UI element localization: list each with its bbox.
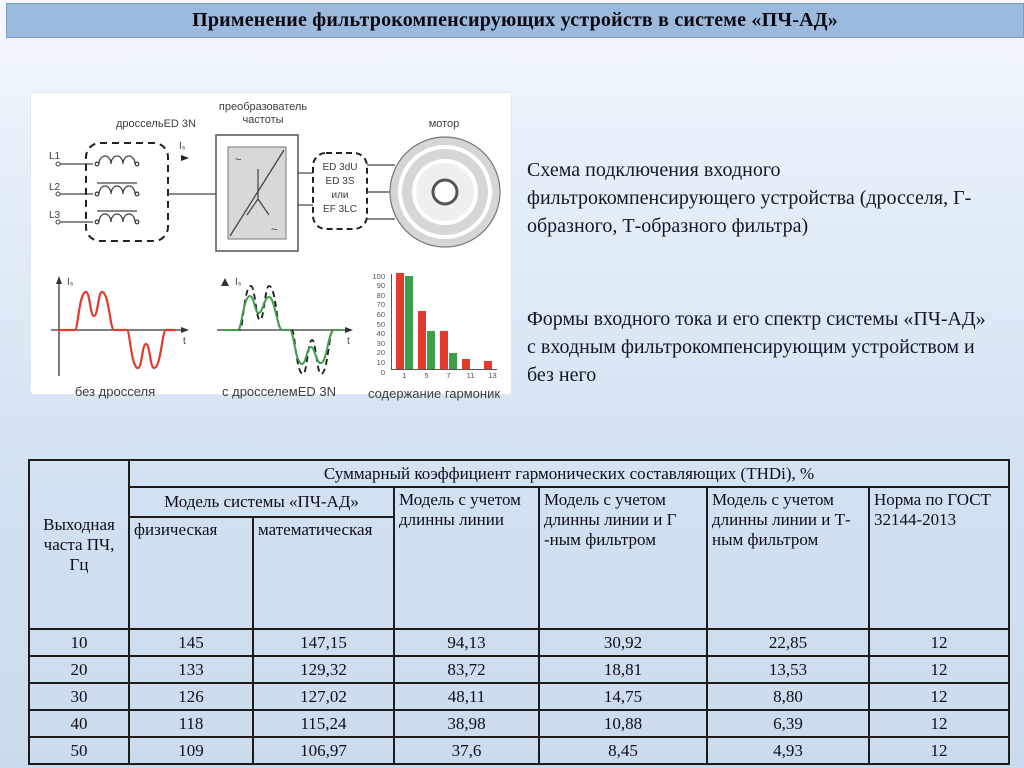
table-cell: 22,85 xyxy=(707,629,869,656)
table-cell: 145 xyxy=(129,629,253,656)
spectrum-caption: содержание гармоник xyxy=(367,386,501,401)
caption-schema: Схема подключения входного фильтрокомпенсирующего устройства (дросселя, Г-образного, Т-образного фильтра) xyxy=(527,159,972,237)
table-cell: 4,93 xyxy=(707,737,869,764)
bar xyxy=(396,273,404,369)
motor-symbol xyxy=(390,137,500,247)
y-axis-label: Iₛ xyxy=(67,277,74,288)
x-axis-arrow-icon xyxy=(345,327,353,333)
table-cell: 115,24 xyxy=(253,710,394,737)
y-tick-label: 80 xyxy=(376,290,385,300)
table-cell: 18,81 xyxy=(539,656,707,683)
slide-title: Применение фильтрокомпенсирующих устройств в системе «ПЧ-АД» xyxy=(192,9,838,31)
table-cell: 12 xyxy=(869,710,1009,737)
bar xyxy=(418,311,426,369)
header-model-group: Модель системы «ПЧ-АД» xyxy=(129,487,394,517)
table-cell: 12 xyxy=(869,683,1009,710)
table-cell: 10 xyxy=(29,629,129,656)
table-cell: 12 xyxy=(869,629,1009,656)
table-cell: 40 xyxy=(29,710,129,737)
table-cell: 12 xyxy=(869,737,1009,764)
table-cell: 106,97 xyxy=(253,737,394,764)
filter-line-4: EF 3LC xyxy=(323,204,357,215)
filter-line-3: или xyxy=(331,190,349,201)
header-line-length-t-filter: Модель с учетом длинны линии и Т-ным фильтром xyxy=(707,487,869,629)
header-mathematical: математическая xyxy=(253,517,394,629)
header-output-frequency: Выходная часта ПЧ, Гц xyxy=(29,460,129,629)
current-label: Iₛ xyxy=(179,141,186,152)
bar xyxy=(440,331,448,369)
table-cell: 6,39 xyxy=(707,710,869,737)
table-row xyxy=(29,737,1009,764)
table-cell: 13,53 xyxy=(707,656,869,683)
x-axis-label: t xyxy=(347,336,350,347)
table-row xyxy=(29,683,1009,710)
phase-label-l1: L1 xyxy=(49,151,61,162)
phase-label-l2: L2 xyxy=(49,182,61,193)
header-gost-norm: Норма по ГОСТ 32144-2013 xyxy=(869,487,1009,629)
table-cell: 133 xyxy=(129,656,253,683)
terminal-l1 xyxy=(56,162,60,166)
table-cell: 48,11 xyxy=(394,683,539,710)
waveform-plot-1 xyxy=(35,270,195,382)
x-axis-arrow-icon xyxy=(181,327,189,333)
bar-group xyxy=(484,361,501,369)
bar xyxy=(449,353,457,369)
bar-group xyxy=(418,311,435,369)
table-cell: 50 xyxy=(29,737,129,764)
bar xyxy=(484,361,492,369)
converter-ac-symbol: ~ xyxy=(235,154,242,166)
motor-label: мотор xyxy=(428,118,460,130)
table-cell: 38,98 xyxy=(394,710,539,737)
y-axis-arrow-icon xyxy=(221,278,229,286)
table-cell: 126 xyxy=(129,683,253,710)
x-tick-label: 5 xyxy=(424,371,429,380)
choke-label: дроссельED 3N xyxy=(116,118,196,130)
y-tick-label: 60 xyxy=(376,309,385,319)
y-tick-label: 50 xyxy=(376,319,385,329)
waveform-with-choke xyxy=(195,270,363,399)
table-cell: 14,75 xyxy=(539,683,707,710)
table-row xyxy=(29,710,1009,737)
y-axis-label: Iₛ xyxy=(235,277,242,288)
figure-panel xyxy=(30,92,512,401)
filter-line-2: ED 3S xyxy=(325,176,355,187)
waveform-caption-2: с дросселемED 3N xyxy=(222,384,336,399)
y-tick-label: 100 xyxy=(372,271,385,281)
table-cell: 8,80 xyxy=(707,683,869,710)
table-cell: 118 xyxy=(129,710,253,737)
table-cell: 10,88 xyxy=(539,710,707,737)
table-cell: 30 xyxy=(29,683,129,710)
table-cell: 30,92 xyxy=(539,629,707,656)
phase-label-l3: L3 xyxy=(49,210,61,221)
x-tick-label: 11 xyxy=(466,371,475,380)
table-cell: 94,13 xyxy=(394,629,539,656)
header-line-length: Модель с учетом длинны линии xyxy=(394,487,539,629)
spectrum-y-axis xyxy=(366,271,389,377)
table-cell: 20 xyxy=(29,656,129,683)
choke-coils xyxy=(95,156,139,224)
bar-group xyxy=(462,359,479,369)
slide-title-bar xyxy=(6,3,1024,38)
y-tick-label: 0 xyxy=(380,367,385,377)
x-axis-label: t xyxy=(183,336,186,347)
table-cell: 129,32 xyxy=(253,656,394,683)
spectrum-x-labels xyxy=(396,371,505,380)
header-thdi-group: Суммарный коэффициент гармонических составляющих (THDi), % xyxy=(129,460,1009,487)
table-cell: 127,02 xyxy=(253,683,394,710)
bar xyxy=(427,331,435,369)
bar-group xyxy=(440,331,457,369)
waveform-without-choke xyxy=(35,270,195,399)
bar-group xyxy=(396,273,413,369)
waveform-caption-1: без дросселя xyxy=(74,384,156,399)
table-cell: 83,72 xyxy=(394,656,539,683)
thd-table-body xyxy=(29,629,1009,764)
y-tick-label: 70 xyxy=(376,300,385,310)
table-cell: 8,45 xyxy=(539,737,707,764)
y-tick-label: 40 xyxy=(376,329,385,339)
y-axis-arrow-icon xyxy=(56,276,62,284)
table-row xyxy=(29,656,1009,683)
bar xyxy=(462,359,470,369)
filter-line-1: ED 3dU xyxy=(322,162,358,173)
waveform-plot-2 xyxy=(195,270,363,382)
header-line-length-g-filter: Модель с учетом длинны линии и Г -ным фильтром xyxy=(539,487,707,629)
header-physical: физическая xyxy=(129,517,253,629)
x-tick-label: 7 xyxy=(446,371,451,380)
table-cell: 147,15 xyxy=(253,629,394,656)
thd-table xyxy=(28,459,1010,765)
converter-ac-out-symbol: ~ xyxy=(271,224,278,236)
y-tick-label: 20 xyxy=(376,348,385,358)
converter-label-line1: преобразователь xyxy=(218,101,308,113)
table-cell: 109 xyxy=(129,737,253,764)
bar xyxy=(405,276,413,369)
figure-bottom-row xyxy=(31,270,511,401)
converter-label-line2: частоты xyxy=(242,114,284,126)
caption-waveforms: Формы входного тока и его спектр системы «ПЧ-АД» с входным фильтрокомпенсирующим устройством и без него xyxy=(527,308,986,386)
x-tick-label: 13 xyxy=(488,371,497,380)
current-arrow-icon xyxy=(181,155,189,161)
y-tick-label: 90 xyxy=(376,281,385,291)
table-row xyxy=(29,629,1009,656)
table-cell: 12 xyxy=(869,656,1009,683)
y-tick-label: 30 xyxy=(376,338,385,348)
circuit-diagram xyxy=(31,93,513,265)
table-cell: 37,6 xyxy=(394,737,539,764)
x-tick-label: 1 xyxy=(402,371,407,380)
y-tick-label: 10 xyxy=(376,357,385,367)
harmonics-chart xyxy=(363,271,505,401)
